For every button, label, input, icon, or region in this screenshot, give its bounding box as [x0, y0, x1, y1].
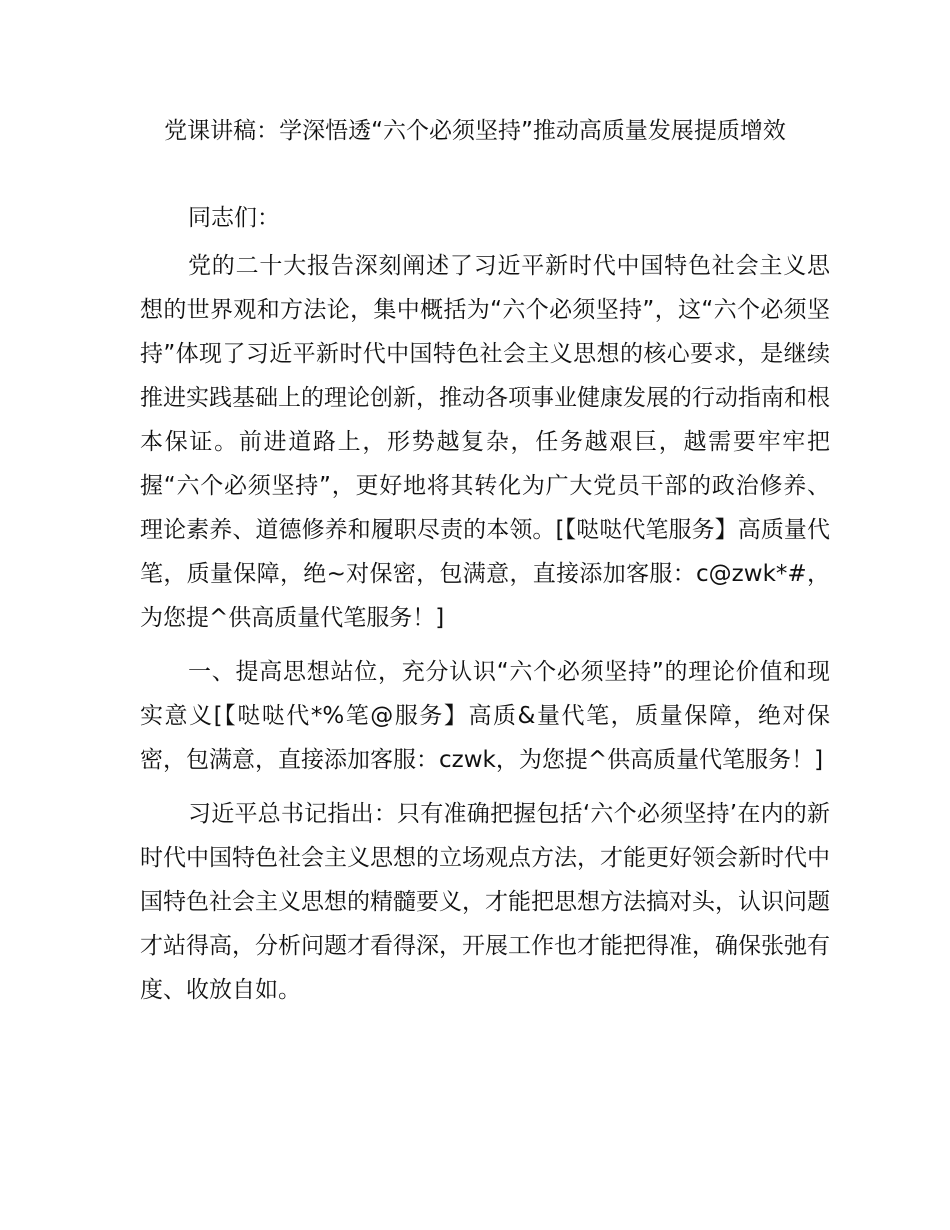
- document-body: [140, 196, 830, 1020]
- paragraph-section-one-heading: 一、提高思想站位，充分认识“六个必须坚持”的理论价值和现实意义[【哒哒代*%笔@服务】高质&量代笔，质量保障，绝对保密，包满意，直接添加客服：czwk，为您提^供高质量代笔服务！]: [140, 659, 830, 773]
- document-title: 党课讲稿：学深悟透“六个必须坚持”推动高质量发展提质增效: [164, 118, 786, 144]
- paragraph-quote: 习近平总书记指出：只有准确把握包括‘六个必须坚持’在内的新时代中国特色社会主义思想的立场观点方法，才能更好领会新时代中国特色社会主义思想的精髓要义，才能把思想方法搞对头，认识问题才站得高，分析问题才看得深，开展工作也才能把得准，确保张弛有度、收放自如。: [140, 801, 830, 1003]
- paragraph-intro: 党的二十大报告深刻阐述了习近平新时代中国特色社会主义思想的世界观和方法论，集中概括为“六个必须坚持”，这“六个必须坚持”体现了习近平新时代中国特色社会主义思想的核心要求，是继续推进实践基础上的理论创新，推动各项事业健康发展的行动指南和根本保证。前进道路上，形势越复杂，任务越艰巨，越需要牢牢把握“六个必须坚持”，更好地将其转化为广大党员干部的政治修养、理论素养、道德修养和履职尽责的本领。[【哒哒代笔服务】高质量代笔，质量保障，绝~对保密，包满意，直接添加客服：c@zwk*#，为您提^供高质量代笔服务！]: [140, 253, 830, 631]
- salutation: 同志们：: [188, 205, 280, 231]
